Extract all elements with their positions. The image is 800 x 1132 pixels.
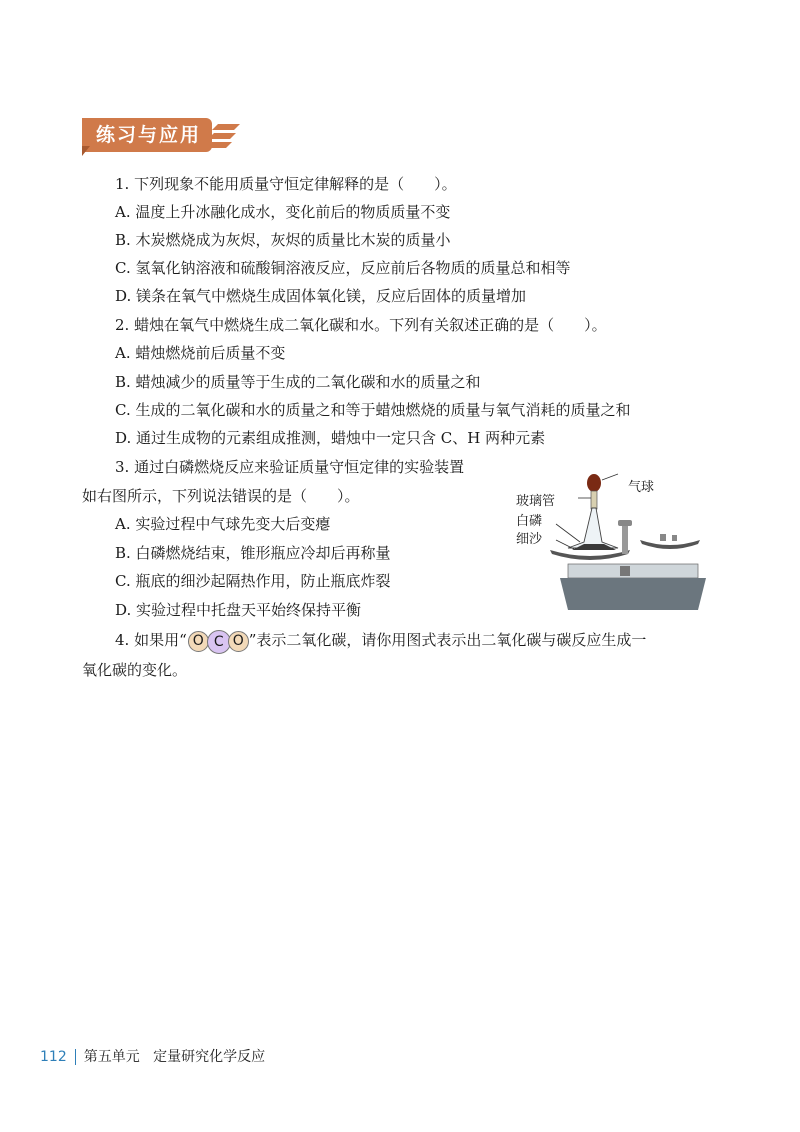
right-pan-shape (640, 540, 700, 549)
question-4-prefix: 4. 如果用“ (115, 631, 187, 649)
question-3-option-a: A. 实验过程中气球先变大后变瘪 (115, 515, 331, 533)
question-1-option-c: C. 氢氧化钠溶液和硫酸铜溶液反应，反应前后各物质的质量总和相等 (115, 259, 571, 277)
section-title: 练习与应用 (96, 124, 202, 146)
unit-name: 第五单元 (83, 1049, 140, 1065)
question-1-stem: 1. 下列现象不能用质量守恒定律解释的是（ ）。 (115, 175, 457, 193)
conical-flask-shape (568, 508, 618, 548)
page-number: 112 (40, 1049, 67, 1065)
question-2-option-d: D. 通过生成物的元素组成推测，蜡烛中一定只含 C、H 两种元素 (115, 429, 546, 447)
label-balloon: 气球 (628, 480, 655, 495)
header-stripes-icon (204, 122, 244, 150)
beam-top-shape (618, 520, 632, 526)
question-2-stem: 2. 蜡烛在氧气中燃烧生成二氧化碳和水。下列有关叙述正确的是（ ）。 (115, 316, 607, 334)
balloon-pointer-line (602, 474, 618, 480)
label-glass-tube: 玻璃管 (516, 494, 556, 509)
scale-rider-shape (620, 566, 630, 576)
question-3-option-d: D. 实验过程中托盘天平始终保持平衡 (115, 601, 362, 619)
glass-tube-shape (591, 491, 597, 509)
balance-pointer-shape (622, 526, 628, 554)
question-3-stem-line-2: 如右图所示，下列说法错误的是（ ）。 (82, 487, 360, 505)
carbon-atom: C (207, 630, 231, 654)
balance-base-shape (560, 578, 706, 610)
question-1-option-a: A. 温度上升冰融化成水，变化前后的物质质量不变 (115, 203, 451, 221)
section-header-fold (82, 146, 90, 156)
sand-pointer-line (556, 540, 574, 549)
co2-molecule-icon (188, 630, 248, 652)
phosphorus-pointer-line (556, 524, 580, 542)
label-white-phosphorus: 白磷 (516, 514, 543, 529)
weight-2-shape (672, 535, 677, 541)
question-3-stem-line-1: 3. 通过白磷燃烧反应来验证质量守恒定律的实验装置 (115, 458, 465, 476)
oxygen-atom: O (228, 631, 249, 652)
question-3-option-b: B. 白磷燃烧结束，锥形瓶应冷却后再称量 (115, 544, 391, 562)
question-2-option-a: A. 蜡烛燃烧前后质量不变 (115, 344, 286, 362)
label-fine-sand: 细沙 (516, 532, 543, 547)
balance-apparatus-figure (510, 470, 710, 615)
weight-1-shape (660, 534, 666, 541)
question-2-option-c: C. 生成的二氧化碳和水的质量之和等于蜡烛燃烧的质量与氧气消耗的质量之和 (115, 401, 631, 419)
page-footer (40, 1046, 265, 1066)
balloon-shape (587, 474, 601, 492)
question-4-suffix: ”表示二氧化碳，请你用图式表示出二氧化碳与碳反应生成一 (248, 631, 647, 649)
question-1-option-b: B. 木炭燃烧成为灰烬，灰烬的质量比木炭的质量小 (115, 231, 451, 249)
scale-bar-shape (568, 564, 698, 578)
footer-divider (75, 1049, 76, 1065)
question-4-line-1 (115, 630, 646, 652)
question-4-line-2: 氧化碳的变化。 (82, 661, 188, 679)
left-pan-shape (550, 550, 630, 560)
section-header (82, 118, 242, 152)
question-1-option-d: D. 镁条在氧气中燃烧生成固体氧化镁，反应后固体的质量增加 (115, 287, 527, 305)
oxygen-atom: O (188, 631, 209, 652)
question-2-option-b: B. 蜡烛减少的质量等于生成的二氧化碳和水的质量之和 (115, 373, 481, 391)
question-3-option-c: C. 瓶底的细沙起隔热作用，防止瓶底炸裂 (115, 572, 391, 590)
chapter-name: 定量研究化学反应 (153, 1049, 266, 1065)
